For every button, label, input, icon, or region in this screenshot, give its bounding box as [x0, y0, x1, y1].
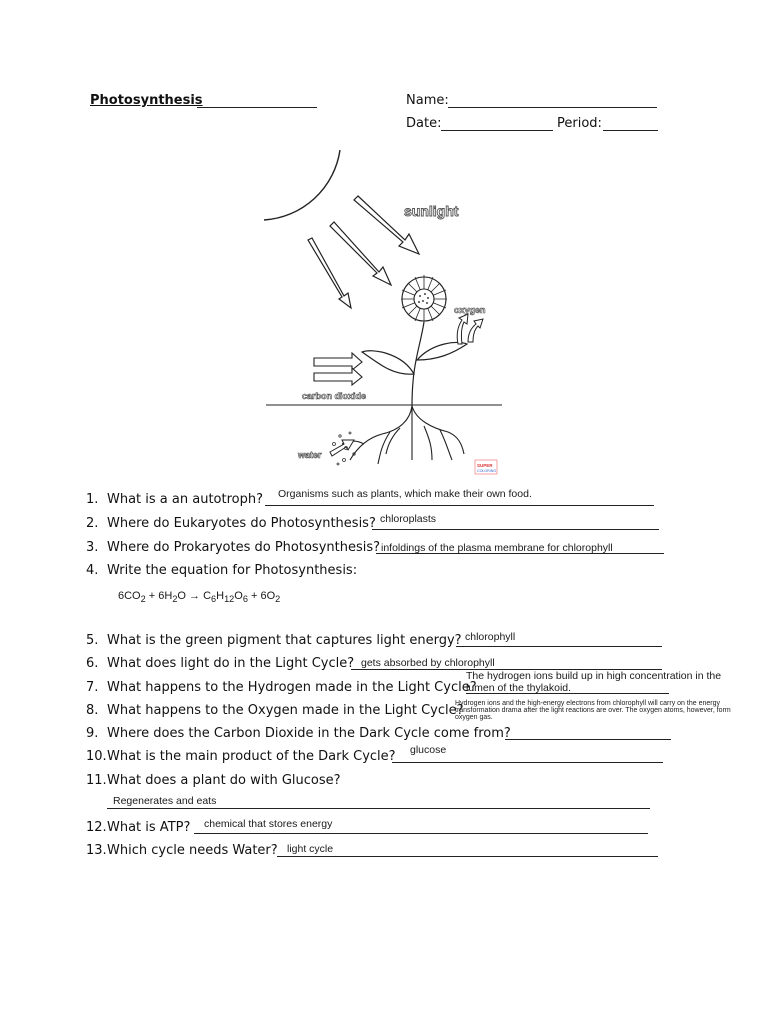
name-label: Name: — [406, 93, 449, 108]
answer-11-line[interactable] — [107, 808, 650, 809]
question-10-text: What is the main product of the Dark Cycle? — [107, 749, 396, 764]
svg-text:COLORING: COLORING — [477, 469, 497, 473]
question-7-number: 7. — [86, 680, 99, 695]
sun-icon — [264, 150, 340, 220]
question-12-number: 12. — [86, 820, 107, 835]
page-title: Photosynthesis — [90, 93, 203, 108]
question-5-number: 5. — [86, 633, 99, 648]
question-12-text: What is ATP? — [107, 820, 191, 835]
flower-icon — [401, 275, 447, 322]
question-13-text: Which cycle needs Water? — [107, 843, 278, 858]
answer-12[interactable]: chemical that stores energy — [204, 818, 333, 830]
answer-2[interactable]: chloroplasts — [380, 513, 437, 525]
period-label: Period: — [557, 116, 602, 131]
date-field[interactable] — [441, 130, 553, 131]
answer-13[interactable]: light cycle — [287, 843, 334, 855]
answer-6[interactable]: gets absorbed by chlorophyll — [361, 657, 495, 669]
answer-12-line[interactable] — [194, 833, 648, 834]
plant-stem-icon — [362, 322, 467, 406]
answer-4[interactable]: $6CO_2 + 6H_2O \to C_6H_{12}O_6 + 6O_2$ — [118, 590, 281, 605]
answer-9-line[interactable] — [505, 739, 671, 740]
question-4-text: Write the equation for Photosynthesis: — [107, 563, 358, 578]
oxygen-arrows-icon — [457, 314, 483, 344]
answer-1[interactable]: Organisms such as plants, which make their own food. — [278, 488, 532, 500]
question-3-text: Where do Prokaryotes do Photosynthesis? — [107, 540, 381, 555]
answer-8[interactable]: Hydrogen ions and the high-energy electrons from chlorophyll will carry on the energy transformation drama after the light reactions are over. The oxygen atoms, however, form oxygen gas. — [455, 700, 731, 721]
answer-5[interactable]: chlorophyll — [465, 631, 516, 643]
answer-7-line1[interactable]: The hydrogen ions build up in high concentration in the — [466, 670, 722, 682]
oxygen-label: oxygen — [454, 305, 486, 315]
question-1-number: 1. — [86, 492, 99, 507]
question-9-number: 9. — [86, 726, 99, 741]
question-6-number: 6. — [86, 656, 99, 671]
question-3-number: 3. — [86, 540, 99, 555]
question-8-number: 8. — [86, 703, 99, 718]
title-underline — [197, 107, 317, 108]
question-7-text: What happens to the Hydrogen made in the Light Cycle? — [107, 680, 477, 695]
answer-10-line[interactable] — [392, 762, 663, 763]
answer-1-line[interactable] — [265, 505, 654, 506]
question-4-number: 4. — [86, 563, 99, 578]
carbon-dioxide-arrows-icon — [314, 353, 362, 385]
question-2-text: Where do Eukaryotes do Photosynthesis? — [107, 516, 376, 531]
question-11-text: What does a plant do with Glucose? — [107, 773, 341, 788]
photosynthesis-diagram — [262, 148, 507, 478]
period-field[interactable] — [603, 130, 658, 131]
answer-5-line[interactable] — [456, 646, 662, 647]
answer-11[interactable]: Regenerates and eats — [113, 795, 217, 807]
question-9-text: Where does the Carbon Dioxide in the Dark Cycle come from? — [107, 726, 511, 741]
answer-10[interactable]: glucose — [410, 744, 447, 756]
answer-13-line[interactable] — [277, 856, 658, 857]
super-coloring-logo — [475, 460, 497, 474]
answer-2-line[interactable] — [372, 529, 659, 530]
question-8-text: What happens to the Oxygen made in the Light Cycle? — [107, 703, 464, 718]
sunlight-arrows-icon — [308, 196, 419, 308]
water-label: water — [298, 450, 322, 460]
date-label: Date: — [406, 116, 442, 131]
question-10-number: 10. — [86, 749, 107, 764]
question-1-text: What is a an autotroph? — [107, 492, 263, 507]
roots-icon — [342, 406, 464, 464]
answer-7-line2[interactable]: lumen of the thylakoid. — [466, 682, 572, 694]
svg-text:SUPER: SUPER — [477, 463, 493, 468]
question-13-number: 13. — [86, 843, 107, 858]
question-5-text: What is the green pigment that captures light energy? — [107, 633, 462, 648]
name-field[interactable] — [448, 107, 657, 108]
carbon-dioxide-label: carbon dioxide — [302, 391, 367, 401]
question-6-text: What does light do in the Light Cycle? — [107, 656, 355, 671]
question-11-number: 11. — [86, 773, 107, 788]
sunlight-label: sunlight — [404, 203, 459, 219]
question-2-number: 2. — [86, 516, 99, 531]
answer-3[interactable]: infoldings of the plasma membrane for chlorophyll — [381, 542, 613, 554]
